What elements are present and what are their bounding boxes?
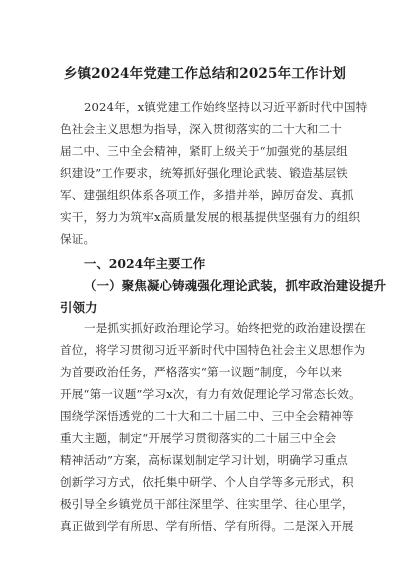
intro-line: 织建设”工作要求，统筹抓好强化理论武装、锻造基层铁: [60, 166, 348, 180]
intro-line: 军、建强组织体系各项工作，多措并举，踔厉奋发、真抓: [60, 188, 354, 202]
body-line: 极引导全乡镇党员干部往深里学、往实里学、往心里学，: [60, 497, 354, 511]
body-line: 围绕学深悟透党的二十大和二十届二中、三中全会精神等: [60, 409, 354, 423]
subsection-heading-continued: 引领力: [60, 300, 98, 315]
body-line: 为首要政治任务，严格落实“第一议题”制度，今年以来: [60, 365, 343, 379]
intro-line: 届二中、三中全会精神，紧盯上级关于“加强党的基层组: [60, 144, 348, 158]
body-line: 重大主题，制定“开展学习贯彻落实的二十届三中全会: [60, 431, 337, 445]
intro-line: 2024年，x镇党建工作始终坚持以习近平新时代中国特: [84, 100, 368, 114]
document-title: 乡镇2024年党建工作总结和2025年工作计划: [63, 66, 347, 82]
body-line: 开展“第一议题”学习x次，有力有效促理论学习常态长效。: [60, 387, 361, 401]
body-line: 真正做到学有所思、学有所悟、学有所得。二是深入开展: [60, 519, 354, 533]
subsection-heading: （一）聚焦凝心铸魂强化理论武装，抓牢政治建设提升: [84, 278, 387, 293]
section-heading: 一、2024年主要工作: [84, 256, 206, 271]
body-line: 首位，将学习贯彻习近平新时代中国特色社会主义思想作为: [60, 343, 366, 357]
body-line: 一是抓实抓好政治理论学习。始终把党的政治建设摆在: [84, 321, 366, 335]
intro-line: 保证。: [60, 232, 96, 246]
intro-line: 色社会主义思想为指导，深入贯彻落实的二十大和二十: [60, 122, 342, 136]
body-line: 精神活动”方案，高标谋划制定学习计划，明确学习重点: [60, 453, 348, 467]
body-line: 创新学习方式，依托集中研学、个人自学等多元形式，积: [60, 475, 354, 489]
intro-line: 实干，努力为筑牢x高质量发展的根基提供坚强有力的组织: [60, 210, 361, 224]
